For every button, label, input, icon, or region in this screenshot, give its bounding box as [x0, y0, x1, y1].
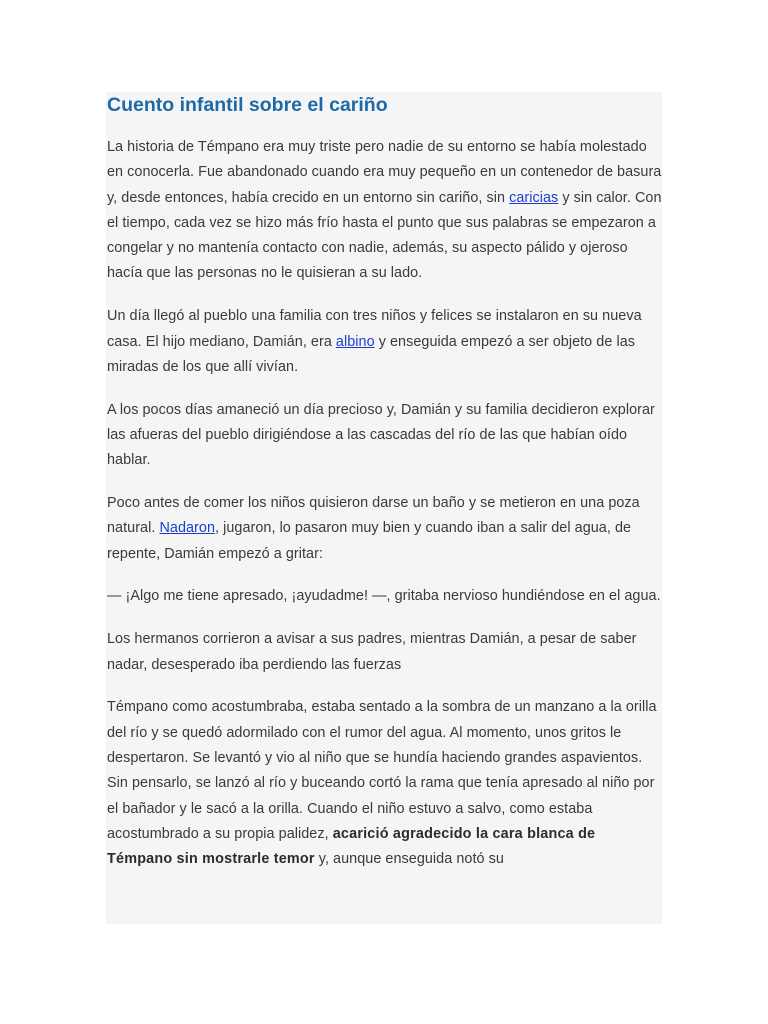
paragraph-1 [107, 135, 662, 287]
paragraph-7-bold-text: acarició agradecido la cara blanca de Témpano sin mostrarle temor [107, 825, 596, 868]
paragraph-2 [107, 304, 662, 380]
paragraph-7 [107, 695, 662, 872]
article-title: Cuento infantil sobre el cariño [107, 94, 388, 116]
link-caricias[interactable]: caricias [509, 189, 559, 206]
link-albino[interactable]: albino [335, 333, 375, 350]
paragraph-7-text-b: y, aunque enseguida notó su [314, 851, 504, 868]
paragraph-1-text-b: y sin calor. Con el tiempo, cada vez se hizo más frío hasta el punto que sus palabras se empezaron a congelar y no mantenía contacto con nadie, además, su aspecto pálido y ojeroso hacía que las personas no le quisieran a su lado. [107, 189, 662, 282]
article-container [106, 92, 662, 924]
paragraph-2-text-a: Un día llegó al pueblo una familia con tres niños y felices se instalaron en su nueva casa. El hijo mediano, Damián, era [107, 308, 642, 350]
paragraph-3: A los pocos días amaneció un día precioso y, Damián y su familia decidieron explorar las afueras del pueblo dirigiéndose a las cascadas del río de las que habían oído hablar. [107, 401, 655, 469]
paragraph-4-text-b: , jugaron, lo pasaron muy bien y cuando iban a salir del agua, de repente, Damián empezó a gritar: [107, 520, 632, 562]
paragraph-4-text-a: Poco antes de comer los niños quisieron darse un baño y se metieron en una poza natural. [107, 495, 640, 537]
paragraph-5: — ¡Algo me tiene apresado, ¡ayudadme! —, gritaba nervioso hundiéndose en el agua. [107, 588, 661, 605]
link-nadaron[interactable]: Nadaron [159, 520, 216, 537]
paragraph-4 [107, 491, 662, 567]
paragraph-6: Los hermanos corrieron a avisar a sus padres, mientras Damián, a pesar de saber nadar, desesperado iba perdiendo las fuerzas [107, 631, 637, 673]
paragraph-1-text-a: La historia de Témpano era muy triste pero nadie de su entorno se había molestado en conocerla. Fue abandonado cuando era muy pequeño en un contenedor de basura y, desde entonces, había crecido en un entorno sin cariño, sin [107, 139, 662, 206]
paragraph-2-text-b: y enseguida empezó a ser objeto de las miradas de los que allí vivían. [107, 333, 635, 375]
paragraph-7-text-a: Témpano como acostumbraba, estaba sentado a la sombra de un manzano a la orilla del río y se quedó adormilado con el rumor del agua. Al momento, unos gritos le despertaron. Se levantó y vio al niño que se hundía haciendo grandes aspavientos. Sin pensarlo, se lanzó al río y buceando cortó la rama que tenía apresado al niño por el bañador y le sacó a la orilla. Cuando el niño estuvo a salvo, como estaba acostumbrado a su propia palidez, [107, 699, 657, 842]
